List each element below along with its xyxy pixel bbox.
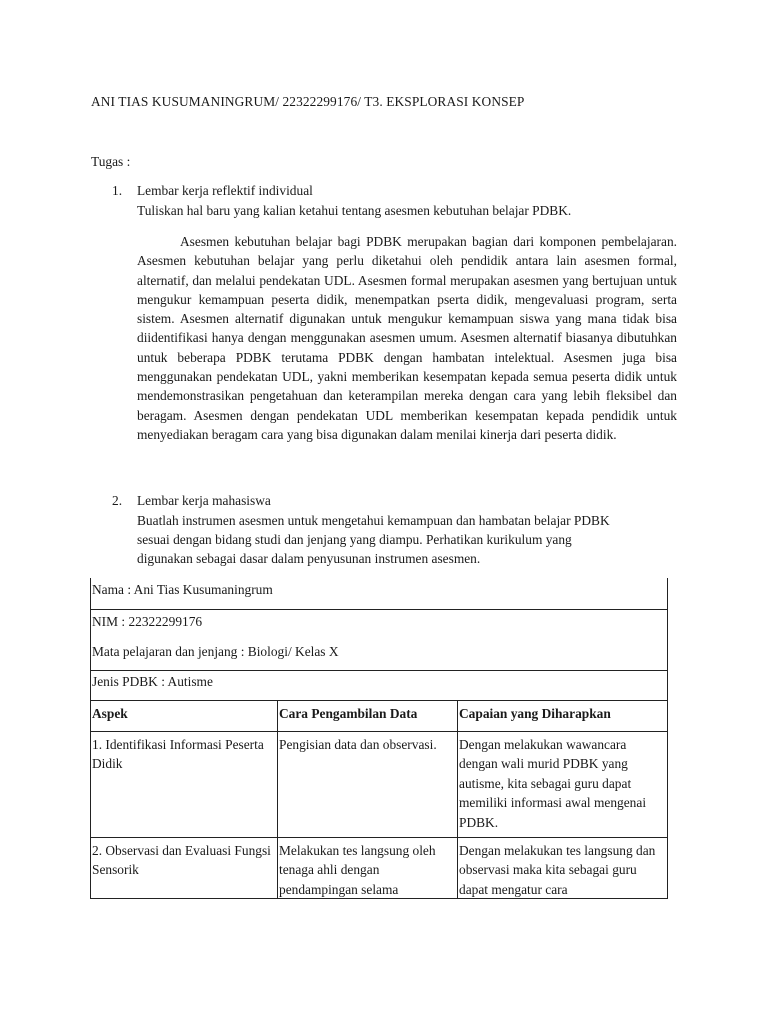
document-heading: ANI TIAS KUSUMANINGRUM/ 22322299176/ T3. EKSPLORASI KONSEP (91, 94, 525, 109)
item-1-instruction: Tuliskan hal baru yang kalian ketahui tentang asesmen kebutuhan belajar PDBK. (137, 203, 572, 218)
table-row (91, 837, 668, 898)
table-cell-jenis: Jenis PDBK : Autisme (91, 670, 668, 700)
table-cell-capaian (458, 837, 668, 898)
item-2-instruction-line-2: sesuai dengan bidang studi dan jenjang yang diampu. Perhatikan kurikulum yang (137, 532, 572, 547)
table-row-nama (91, 578, 668, 609)
table-row-jenis (91, 670, 668, 700)
tugas-label: Tugas : (91, 154, 131, 169)
table-cell-cara: Pengisian data dan observasi. (278, 731, 458, 837)
table-cell-capaian: Dengan melakukan wawancara dengan wali murid PDBK yang autisme, kita sebagai guru dapat memiliki informasi awal mengenai PDBK. (458, 731, 668, 837)
item-1-title: Lembar kerja reflektif individual (137, 183, 313, 198)
assessment-table (90, 578, 668, 899)
table-cell-aspek: 1. Identifikasi Informasi Peserta Didik (91, 731, 278, 837)
item-1-answer-text: Asesmen kebutuhan belajar bagi PDBK merupakan bagian dari komponen pembelajaran. Asesmen kebutuhan belajar yang perlu diketahui oleh pendidik antara lain asesmen formal, alternatif, dan melalui pendekatan UDL. Asesmen formal merupakan asesmen yang bertujuan untuk mengukur kemampuan peserta didik, menempatkan pserta didik, mengevaluasi program, serta sistem. Asesmen alternatif digunakan untuk mengukur kemampuan siswa yang mana tidak bisa diidentifikasi hanya dengan menggunakan asesmen umum. Asesmen alternatif biasanya dibutuhkan untuk beberapa PDBK terutama PDBK dengan hambatan intelektual. Asesmen juga bisa menggunakan pendekatan UDL, yakni memberikan kesempatan kepada semua peserta didik untuk mendemonstrasikan pengetahuan dan keterampilan mereka dengan cara yang lebih fleksibel dan beragam. Asesmen dengan pendekatan UDL memberikan kesempatan kepada pendidik untuk menyediakan beragam cara yang bisa digunakan dalam menilai kinerja dari peserta didik. (137, 234, 677, 442)
table-header-cara: Cara Pengambilan Data (278, 700, 458, 731)
item-2-number: 2. (112, 493, 123, 508)
item-2-title: Lembar kerja mahasiswa (137, 493, 271, 508)
table-cell-capaian-text: Dengan melakukan tes langsung dan observasi maka kita sebagai guru dapat mengatur cara (459, 842, 656, 897)
item-2-instruction-line-1: Buatlah instrumen asesmen untuk mengetahui kemampuan dan hambatan belajar PDBK (137, 513, 610, 528)
table-header-aspek: Aspek (91, 700, 278, 731)
table-cell-mapel: Mata pelajaran dan jenjang : Biologi/ Kelas X (92, 644, 339, 660)
table-cell-nim: NIM : 22322299176 (92, 613, 203, 629)
table-row (91, 731, 668, 837)
table-cell-aspek: 2. Observasi dan Evaluasi Fungsi Sensorik (91, 837, 278, 898)
item-1-answer-paragraph (137, 232, 677, 444)
table-row-nim-mapel (91, 609, 668, 670)
item-1-number: 1. (112, 183, 123, 198)
table-cell-nama: Nama : Ani Tias Kusumaningrum (91, 578, 668, 609)
table-cell-cara (278, 837, 458, 898)
table-cell-cara-text: Melakukan tes langsung oleh tenaga ahli dengan pendampingan selama (279, 842, 436, 897)
item-2-instruction-line-3: digunakan sebagai dasar dalam penyusunan instrumen asesmen. (137, 551, 481, 566)
table-cell-nim-mapel (91, 609, 668, 670)
table-header-row (91, 700, 668, 731)
table-header-capaian: Capaian yang Diharapkan (458, 700, 668, 731)
